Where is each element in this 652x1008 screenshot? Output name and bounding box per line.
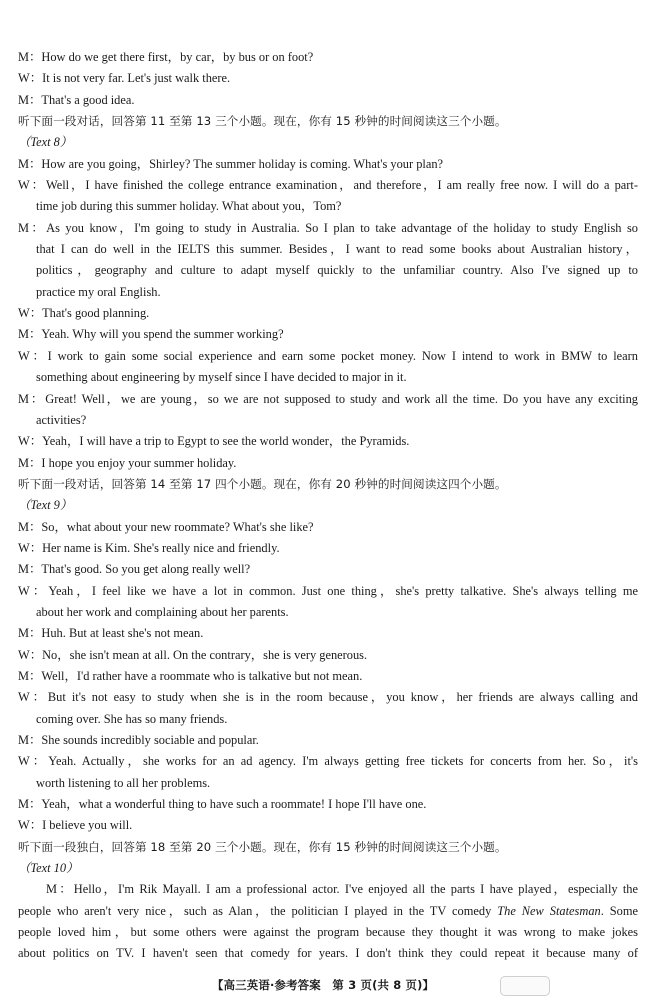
section-instruction: 听下面一段对话，回答第 11 至第 13 三个小题。现在，你有 15 秒钟的时间阅读这三个小题。 xyxy=(18,114,507,129)
dialogue-line: W：Her name is Kim. She's really nice and friendly. xyxy=(18,540,280,555)
dialogue-line: coming over. She has so many friends. xyxy=(36,711,228,726)
dialogue-line: W：Yeah，I feel like we have a lot in common. Just one thing，she's pretty talkative. She's always telling me xyxy=(18,583,638,598)
dialogue-line: W：I believe you will. xyxy=(18,818,133,833)
dialogue-line: W：I work to gain some social experience and earn some pocket money. Now I intend to work in BMW to learn xyxy=(18,348,638,363)
footer-page-info: 【高三英语·参考答案 第 3 页(共 8 页)】 xyxy=(212,978,435,992)
dialogue-line: about politics on TV. I haven't seen that comedy for years. I don't think they could repeat it because many of xyxy=(18,946,638,961)
dialogue-line: M：Hello，I'm Rik Mayall. I am a professional actor. I've enjoyed all the parts I have played，especially the xyxy=(46,882,638,897)
dialogue-line: W：That's good planning. xyxy=(18,306,150,321)
dialogue-line: about her work and complaining about her parents. xyxy=(36,604,289,619)
dialogue-line: M：As you know，I'm going to study in Australia. So I plan to take advantage of the holiday to study English so xyxy=(18,220,638,235)
dialogue-line: M：I hope you enjoy your summer holiday. xyxy=(18,455,237,470)
dialogue-line: politics，geography and culture to adapt myself quickly to the unfamiliar country. Also I've signed up to xyxy=(36,263,638,278)
dialogue-line: W：It is not very far. Let's just walk there. xyxy=(18,71,231,86)
dialogue-line: M：That's good. So you get along really well? xyxy=(18,562,251,577)
dialogue-line: time job during this summer holiday. What about you，Tom? xyxy=(36,199,342,214)
section-instruction: 听下面一段独白，回答第 18 至第 20 三个小题。现在，你有 15 秒钟的时间阅读这三个小题。 xyxy=(18,839,507,854)
dialogue-line: W：Well，I have finished the college entrance examination，and therefore，I am really free now. I will do a part- xyxy=(18,178,638,193)
section-instruction: 听下面一段对话，回答第 14 至第 17 四个小题。现在，你有 20 秒钟的时间阅读这四个小题。 xyxy=(18,476,507,491)
dialogue-line: worth listening to all her problems. xyxy=(36,775,211,790)
document-body xyxy=(18,47,638,965)
dialogue-line: W：Yeah，I will have a trip to Egypt to see the world wonder，the Pyramids. xyxy=(18,434,410,449)
dialogue-line: M：That's a good idea. xyxy=(18,92,135,107)
dialogue-line: M：Yeah. Why will you spend the summer working? xyxy=(18,327,284,342)
dialogue-line: M：She sounds incredibly sociable and popular. xyxy=(18,733,259,747)
dialogue-line: activities? xyxy=(36,412,87,427)
dialogue-line: M：So，what about your new roommate? What's she like? xyxy=(18,519,314,534)
dialogue-line: W：But it's not easy to study when she is in the room because，you know，her friends are always calling and xyxy=(18,690,638,705)
dialogue-line: something about engineering by myself since I have decided to major in it. xyxy=(36,370,407,385)
footer-stamp-box xyxy=(500,976,550,996)
text-label: （Text 9） xyxy=(18,498,73,513)
dialogue-line: people loved him，but some others were against the program because they thought it was wrong to make jokes xyxy=(18,925,638,940)
dialogue-line: W：No，she isn't mean at all. On the contrary，she is very generous. xyxy=(18,647,368,662)
dialogue-line: practice my oral English. xyxy=(36,284,161,299)
dialogue-line: that I can do well in the IELTS this summer. Besides，I want to read some books about Australian history， xyxy=(36,242,638,257)
dialogue-line: M：Well，I'd rather have a roommate who is talkative but not mean. xyxy=(18,668,363,683)
dialogue-line: M：How are you going，Shirley? The summer holiday is coming. What's your plan? xyxy=(18,156,444,171)
dialogue-line: M：Great! Well，we are young，so we are not supposed to study and work all the time. Do you have any exciting xyxy=(18,391,638,406)
page-footer xyxy=(0,975,652,997)
text-label: （Text 8） xyxy=(18,135,73,150)
dialogue-line: people who aren't very nice，such as Alan，the politician I played in the TV comedy The New Statesman. Some xyxy=(18,903,638,918)
text-label: （Text 10） xyxy=(18,861,79,876)
dialogue-line: M：Huh. But at least she's not mean. xyxy=(18,626,204,641)
dialogue-line: W：Yeah. Actually，she works for an ad agency. I'm always getting free tickets for concerts from her. So，it's xyxy=(18,754,638,769)
dialogue-line: M：How do we get there first，by car，by bus or on foot? xyxy=(18,50,314,64)
dialogue-line: M：Yeah，what a wonderful thing to have such a roommate! I hope I'll have one. xyxy=(18,797,427,812)
